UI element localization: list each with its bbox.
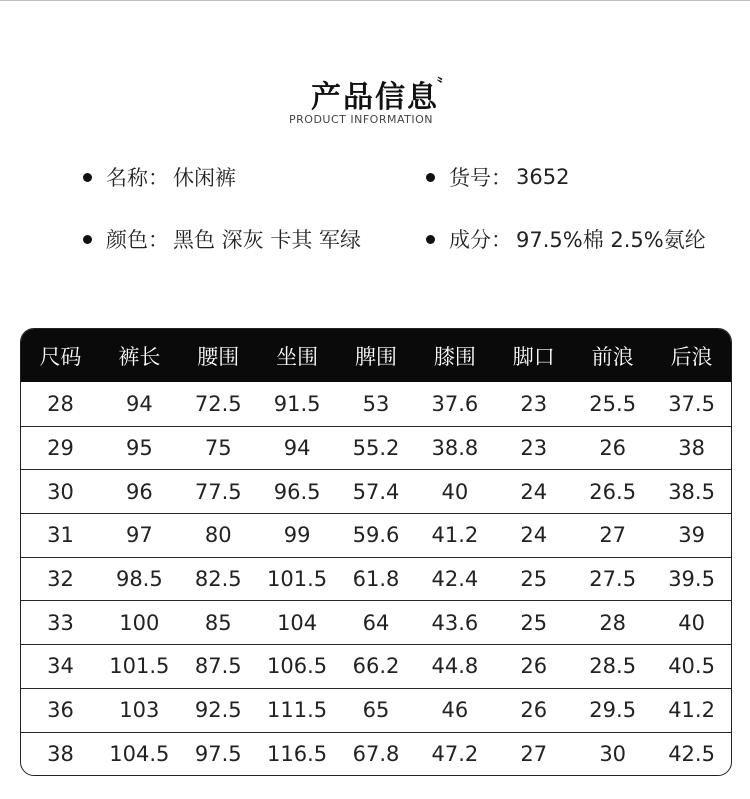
bullet-icon (426, 173, 435, 182)
table-cell: 55.2 (352, 436, 400, 461)
table-row (21, 513, 731, 557)
table-cell: 39.5 (668, 567, 715, 592)
table-cell: 31 (47, 523, 74, 548)
bullet-icon (426, 235, 435, 244)
table-row (21, 644, 731, 688)
table-row (21, 732, 731, 776)
table-cell: 96 (125, 479, 153, 504)
table-cell: 26.5 (589, 479, 637, 504)
info-material-label: 成分： (449, 228, 512, 252)
table-cell: 25.5 (589, 391, 637, 416)
table-cell: 27.5 (589, 567, 637, 592)
page-title (311, 69, 453, 116)
table-cell: 111.5 (267, 698, 328, 723)
column-header: 裤长 (118, 344, 161, 369)
table-cell: 40 (441, 479, 469, 504)
table-cell: 100 (119, 610, 160, 635)
table-cell: 99 (283, 523, 311, 548)
table-row (21, 600, 731, 644)
info-color (83, 224, 361, 254)
table-cell: 28 (47, 391, 74, 416)
info-color-label: 颜色： (106, 228, 169, 252)
table-cell: 96.5 (273, 479, 321, 504)
table-cell: 61.8 (352, 567, 400, 592)
column-header: 脚口 (512, 344, 555, 369)
table-row (21, 469, 731, 513)
table-cell: 87.5 (194, 654, 242, 679)
table-cell: 42.4 (431, 567, 479, 592)
table-cell: 30 (47, 479, 74, 504)
table-cell: 77.5 (194, 479, 242, 504)
page-subtitle: PRODUCT INFORMATION (289, 113, 433, 126)
table-cell: 59.6 (352, 523, 400, 548)
column-header: 坐围 (276, 344, 319, 369)
table-cell: 24 (520, 479, 548, 504)
table-cell: 40 (678, 610, 705, 635)
table-cell: 75 (204, 436, 232, 461)
table-cell: 25 (520, 610, 548, 635)
table-cell: 25 (520, 567, 548, 592)
table-cell: 29.5 (589, 698, 637, 723)
table-cell: 37.5 (668, 391, 715, 416)
table-cell: 27 (520, 741, 548, 766)
table-cell: 26 (599, 436, 627, 461)
quote-mark-icon: 〟 (437, 69, 453, 85)
size-table (20, 328, 732, 776)
table-cell: 103 (119, 698, 160, 723)
table-row (21, 426, 731, 470)
table-row (21, 688, 731, 732)
table-cell: 65 (362, 698, 390, 723)
table-cell: 32 (47, 567, 74, 592)
table-cell: 33 (47, 610, 74, 635)
table-cell: 92.5 (194, 698, 242, 723)
table-cell: 38 (678, 436, 705, 461)
table-cell: 106.5 (267, 654, 328, 679)
table-row (21, 557, 731, 601)
table-cell: 34 (47, 654, 74, 679)
table-cell: 53 (362, 391, 390, 416)
info-material-value: 97.5%棉 2.5%氨纶 (516, 228, 706, 252)
table-cell: 67.8 (352, 741, 400, 766)
info-material (426, 224, 706, 254)
table-cell: 23 (520, 391, 548, 416)
table-cell: 39 (678, 523, 705, 548)
column-header: 前浪 (591, 344, 634, 369)
table-cell: 40.5 (668, 654, 715, 679)
table-cell: 26 (520, 654, 548, 679)
column-header: 腰围 (197, 344, 240, 369)
table-cell: 27 (599, 523, 627, 548)
table-cell: 57.4 (352, 479, 400, 504)
table-cell: 91.5 (273, 391, 321, 416)
info-item-no-value: 3652 (516, 165, 570, 189)
table-cell: 94 (283, 436, 311, 461)
page-title-text: 产品信息 (311, 80, 439, 115)
table-cell: 95 (125, 436, 153, 461)
table-cell: 37.6 (431, 391, 479, 416)
table-cell: 101.5 (267, 567, 328, 592)
table-cell: 42.5 (668, 741, 715, 766)
table-cell: 104.5 (109, 741, 170, 766)
column-header: 膝围 (433, 344, 476, 369)
table-cell: 38.8 (431, 436, 479, 461)
table-cell: 47.2 (431, 741, 479, 766)
bullet-icon (83, 235, 92, 244)
table-cell: 64 (362, 610, 390, 635)
table-cell: 85 (204, 610, 232, 635)
info-name-value: 休闲裤 (173, 166, 236, 190)
table-cell: 41.2 (431, 523, 479, 548)
table-cell: 28.5 (589, 654, 637, 679)
table-row (21, 382, 731, 426)
table-cell: 104 (277, 610, 318, 635)
info-item-no-label: 货号： (449, 166, 512, 190)
table-cell: 101.5 (109, 654, 170, 679)
bullet-icon (83, 173, 92, 182)
size-table-header (21, 329, 731, 382)
table-cell: 46 (441, 698, 469, 723)
table-cell: 41.2 (668, 698, 715, 723)
table-cell: 38 (47, 741, 74, 766)
size-table-body (21, 382, 731, 775)
table-cell: 28 (599, 610, 627, 635)
table-cell: 26 (520, 698, 548, 723)
title-block (0, 69, 750, 116)
table-cell: 80 (204, 523, 232, 548)
info-item-no (426, 162, 569, 192)
table-cell: 23 (520, 436, 548, 461)
column-header: 尺码 (39, 344, 82, 369)
table-cell: 44.8 (431, 654, 479, 679)
table-cell: 116.5 (267, 741, 328, 766)
table-cell: 38.5 (668, 479, 715, 504)
table-cell: 30 (599, 741, 627, 766)
table-cell: 72.5 (194, 391, 242, 416)
table-cell: 97.5 (194, 741, 242, 766)
table-cell: 36 (47, 698, 74, 723)
info-color-value: 黑色 深灰 卡其 军绿 (173, 228, 362, 252)
table-cell: 82.5 (194, 567, 242, 592)
column-header: 后浪 (670, 344, 713, 369)
table-cell: 29 (47, 436, 74, 461)
table-cell: 98.5 (115, 567, 163, 592)
table-cell: 94 (125, 391, 153, 416)
top-divider (0, 0, 750, 1)
column-header: 脾围 (355, 344, 397, 369)
table-cell: 43.6 (431, 610, 479, 635)
table-cell: 97 (125, 523, 153, 548)
table-cell: 24 (520, 523, 548, 548)
info-name-label: 名称： (106, 166, 169, 190)
table-cell: 66.2 (352, 654, 400, 679)
info-name (83, 162, 236, 192)
